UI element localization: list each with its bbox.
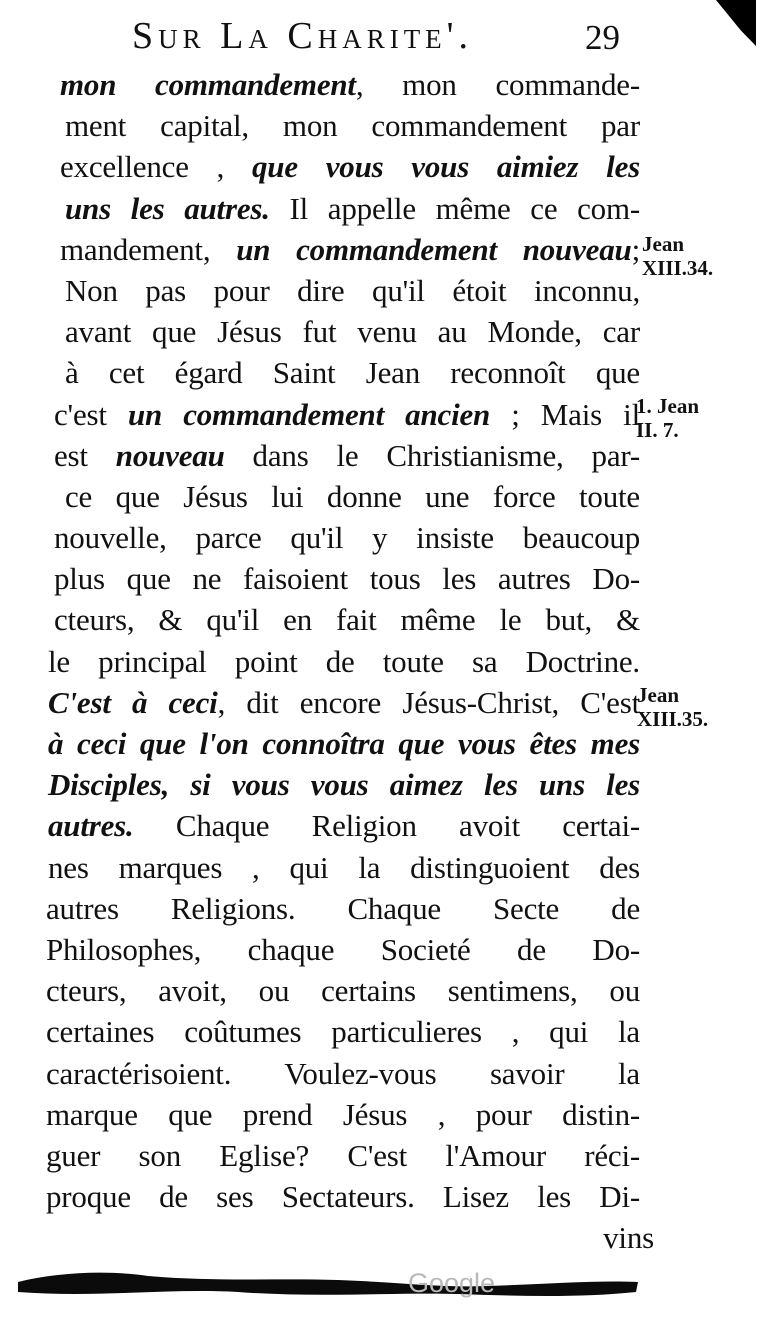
- italic-phrase: à ceci que l'on connoîtra que vous êtes mes: [48, 726, 640, 761]
- text-run: Chaque Religion avoit certai-: [133, 808, 640, 844]
- text-line: [54, 435, 640, 476]
- text-run: Il appelle même ce com-: [269, 190, 640, 226]
- italic-phrase: un commandement ancien: [127, 396, 491, 432]
- text-run: ment capital, mon commandement par: [65, 108, 640, 144]
- text-line: [54, 517, 640, 558]
- italic-phrase: C'est à ceci: [48, 684, 218, 720]
- text-line: [60, 64, 640, 105]
- italic-phrase: nouveau: [115, 437, 225, 473]
- text-line: [60, 188, 640, 229]
- text-run: cteurs, & qu'il en fait même le but, &: [54, 602, 640, 638]
- text-run: ; Mais il: [490, 396, 640, 432]
- text-run: certaines coûtumes particulieres , qui la: [46, 1014, 640, 1050]
- text-run: à cet égard Saint Jean reconnoît que: [65, 355, 640, 391]
- text-run: nes marques , qui la distinguoient des: [48, 849, 640, 885]
- text-line: [48, 723, 640, 764]
- italic-phrase: uns les autres.: [65, 190, 270, 226]
- page-number: 29: [585, 18, 620, 57]
- text-line: [48, 682, 640, 723]
- text-line: [48, 641, 640, 682]
- italic-phrase: autres.: [48, 808, 134, 844]
- italic-phrase: Disciples, si vous vous aimez les uns les: [48, 767, 640, 803]
- text-line: [60, 105, 640, 146]
- text-run: , mon commande-: [355, 67, 640, 102]
- text-run: ce que Jésus lui donne une force toute: [65, 478, 640, 514]
- text-line: [48, 847, 640, 888]
- text-line: [48, 764, 640, 805]
- text-line: [60, 270, 640, 311]
- running-head: Sur La Charite'.: [132, 15, 474, 57]
- text-run: , dit encore Jésus-Christ, C'est: [217, 684, 640, 720]
- text-run: marque que prend Jésus , pour distin-: [46, 1096, 640, 1132]
- text-run: mandement,: [60, 231, 237, 267]
- text-run: c'est: [54, 396, 128, 432]
- margin-note-1-jean-ii-7: 1. Jean II. 7.: [636, 394, 699, 442]
- text-line: [60, 352, 640, 393]
- text-run: est: [54, 437, 116, 473]
- page-header: [0, 12, 768, 62]
- catchword: vins: [603, 1220, 654, 1256]
- text-run: proque de ses Sectateurs. Lisez les Di-: [46, 1179, 640, 1215]
- text-line: [46, 1053, 640, 1094]
- text-line: [46, 1011, 640, 1052]
- digitizer-watermark: Google: [408, 1268, 496, 1298]
- italic-phrase: un commandement nouveau: [236, 231, 632, 267]
- text-line: [54, 599, 640, 640]
- text-line: [46, 929, 640, 970]
- text-run: autres Religions. Chaque Secte de: [46, 890, 640, 926]
- text-line: [54, 394, 640, 435]
- text-run: plus que ne faisoient tous les autres Do-: [54, 561, 640, 597]
- text-line: [60, 229, 640, 270]
- margin-note-jean-xiii-35: Jean XIII.35.: [637, 683, 709, 731]
- text-line: [60, 311, 640, 352]
- text-line: [60, 146, 640, 187]
- body-text: [46, 64, 654, 1258]
- text-run: Philosophes, chaque Societé de Do-: [46, 931, 640, 967]
- text-run: dans le Christianisme, par-: [224, 437, 641, 473]
- text-run: nouvelle, parce qu'il y insiste beaucoup: [54, 520, 640, 556]
- text-line: [60, 476, 640, 517]
- text-run: excellence ,: [60, 149, 252, 185]
- text-line: [48, 805, 640, 846]
- text-line: [46, 888, 640, 929]
- text-run: cteurs, avoit, ou certains sentimens, ou: [46, 973, 640, 1009]
- text-run: le principal point de toute sa Doctrine.: [48, 643, 640, 679]
- text-line: [46, 1135, 640, 1176]
- italic-phrase: que vous vous aimiez les: [251, 149, 640, 185]
- text-run: Non pas pour dire qu'il étoit inconnu,: [65, 272, 640, 308]
- text-line: [46, 1176, 640, 1217]
- text-run: ;: [631, 231, 640, 267]
- text-run: guer son Eglise? C'est l'Amour réci-: [46, 1137, 640, 1173]
- text-line: [46, 1094, 640, 1135]
- text-run: avant que Jésus fut venu au Monde, car: [65, 314, 640, 350]
- italic-phrase: mon commandement: [60, 67, 356, 102]
- margin-note-jean-xiii-34: Jean XIII.34.: [642, 232, 714, 280]
- text-line: [46, 970, 640, 1011]
- text-line: [54, 558, 640, 599]
- ink-smudge: [18, 1268, 638, 1300]
- text-run: caractérisoient. Voulez-vous savoir la: [46, 1055, 640, 1091]
